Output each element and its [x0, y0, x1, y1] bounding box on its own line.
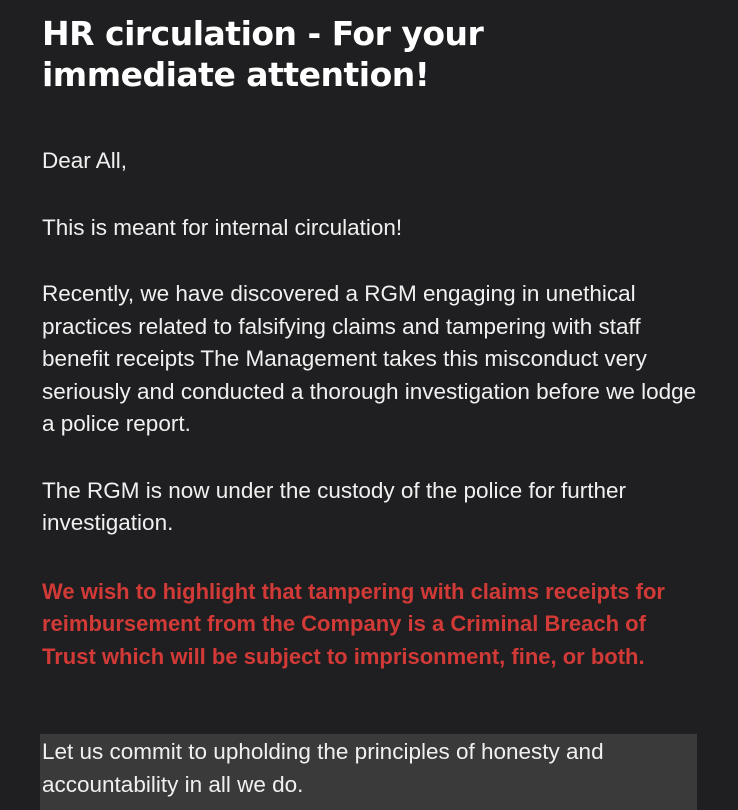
warning-notice: We wish to highlight that tampering with claims receipts for reimbursement from the Company is a Criminal Breach of Trust which will be subject to imprisonment, fine, or both.: [42, 578, 665, 669]
paragraph-misconduct-discovery: Recently, we have discovered a RGM engaging in unethical practices related to falsifying claims and tampering with staff benefit receipts The Management takes this misconduct very seriously and conducted a thorough investigation before we lodge a police report.: [42, 281, 697, 436]
closing-statement: Let us commit to upholding the principles of honesty and accountability in all we do.: [42, 739, 604, 797]
email-title: HR circulation - For your immediate attention!: [42, 14, 484, 94]
greeting: Dear All,: [42, 148, 128, 173]
email-body: [42, 0, 702, 673]
paragraph-police-custody: The RGM is now under the custody of the police for further investigation.: [42, 477, 627, 535]
paragraph-internal-circulation: This is meant for internal circulation!: [42, 214, 403, 240]
